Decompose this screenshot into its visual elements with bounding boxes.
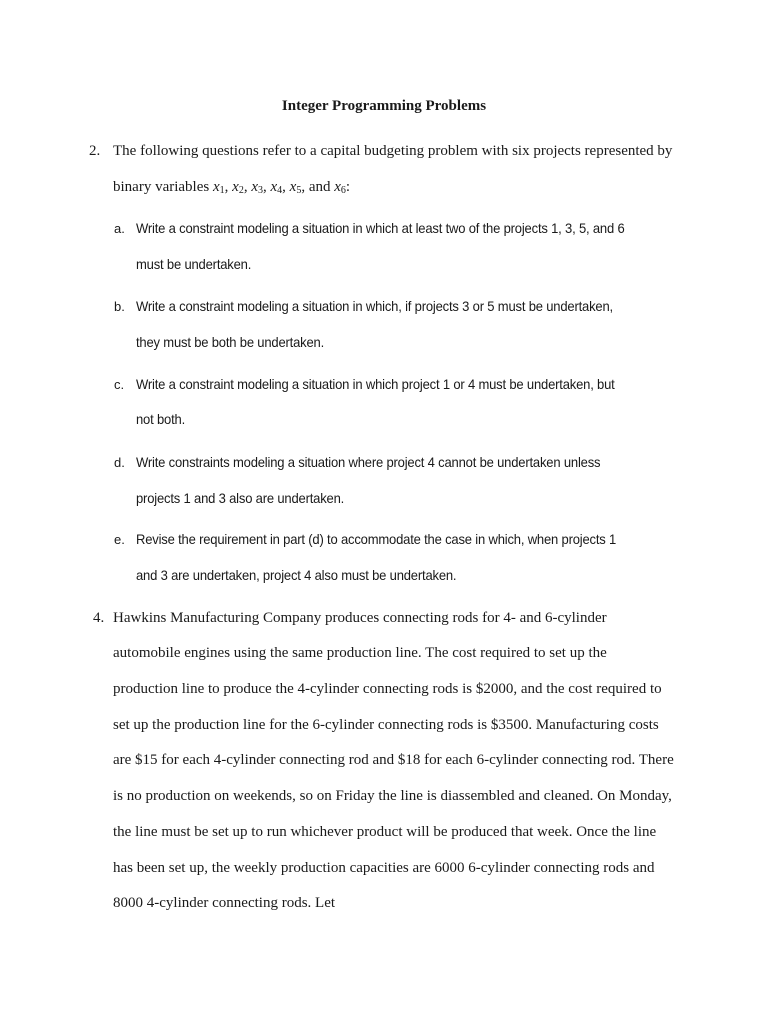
part-c-line-1: Write a constraint modeling a situation in which project 1 or 4 must be undertaken, but (136, 376, 615, 392)
problem-4-line-5: are $15 for each 4-cylinder connecting rod and $18 for each 6-cylinder connecting rod. There (113, 752, 674, 768)
part-e-line-1: Revise the requirement in part (d) to accommodate the case in which, when projects 1 (136, 531, 617, 547)
problem-2-number: 2. (89, 143, 101, 159)
page-title: Integer Programming Problems (281, 98, 487, 114)
problem-2-line-2: binary variables $x_1$, $x_2$, $x_3$, $x_4$, $x_5$, and $x_6$: (113, 179, 351, 196)
part-b-letter: b. (114, 299, 125, 314)
problem-4-line-8: has been set up, the weekly production capacities are 6000 6-cylinder connecting rods and (113, 860, 655, 876)
part-a-letter: a. (114, 221, 125, 236)
part-b-line-1: Write a constraint modeling a situation in which, if projects 3 or 5 must be undertaken, (136, 298, 613, 314)
part-c-line-2: not both. (136, 411, 186, 427)
problem-4-line-2: automobile engines using the same production line. The cost required to set up the (113, 645, 607, 661)
problem-4-line-1: Hawkins Manufacturing Company produces connecting rods for 4- and 6-cylinder (113, 610, 607, 626)
problem-4-line-9: 8000 4-cylinder connecting rods. Let (113, 895, 336, 911)
part-a-line-1: Write a constraint modeling a situation in which at least two of the projects 1, 3, 5, and 6 (136, 220, 625, 236)
problem-4-line-3: production line to produce the 4-cylinder connecting rods is $2000, and the cost required to (113, 681, 662, 697)
part-c-letter: c. (114, 377, 125, 392)
part-d-letter: d. (114, 455, 125, 470)
part-d-line-1: Write constraints modeling a situation where project 4 cannot be undertaken unless (136, 454, 601, 470)
problem-4-line-4: set up the production line for the 6-cylinder connecting rods is $3500. Manufacturing costs (113, 717, 659, 733)
problem-4-line-6: is no production on weekends, so on Friday the line is diassembled and cleaned. On Monday, (113, 788, 672, 804)
part-b-line-2: they must be both be undertaken. (136, 334, 325, 350)
problem-4-line-7: the line must be set up to run whichever product will be produced that week. Once the line (113, 824, 657, 840)
part-e-line-2: and 3 are undertaken, project 4 also must be undertaken. (136, 567, 457, 583)
part-a-line-2: must be undertaken. (136, 256, 252, 272)
problem-2-line-1: The following questions refer to a capital budgeting problem with six projects represented by (113, 143, 673, 159)
part-d-line-2: projects 1 and 3 also are undertaken. (136, 490, 345, 506)
problem-4-number: 4. (93, 610, 105, 626)
part-e-letter: e. (114, 532, 125, 547)
